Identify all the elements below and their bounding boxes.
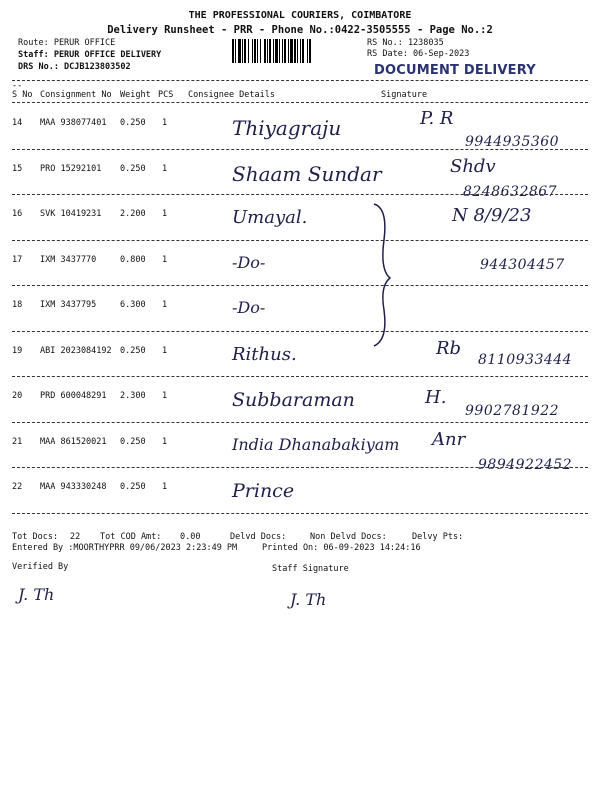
- divider-mark: --: [12, 81, 23, 91]
- row-signature: Rb: [436, 337, 462, 359]
- rs-date: RS Date: 06-Sep-2023: [367, 49, 470, 59]
- row-weight: 2.300: [120, 391, 146, 401]
- col-weight: Weight: [120, 90, 151, 100]
- row-consignee: Umayal.: [232, 207, 308, 228]
- row-pcs: 1: [162, 209, 168, 219]
- row-sno: 17: [12, 254, 23, 265]
- row-pcs: 1: [162, 391, 168, 401]
- row-divider: [12, 513, 588, 514]
- row-phone: 9902781922: [465, 403, 560, 419]
- row-weight: 0.250: [120, 436, 146, 447]
- row-consignee: -Do-: [232, 298, 266, 317]
- row-divider: [12, 467, 588, 468]
- row-signature: Anr: [432, 428, 466, 450]
- row-consignment-no: IXM 3437770: [40, 254, 97, 265]
- row-signature: P. R: [420, 108, 454, 129]
- company-title: THE PROFESSIONAL COURIERS, COIMBATORE: [188, 10, 412, 21]
- barcode-bar: [307, 39, 308, 63]
- barcode-bar: [232, 39, 234, 63]
- delvd-docs: Delvd Docs:: [230, 532, 287, 542]
- barcode-bar: [284, 39, 286, 63]
- row-phone: 8110933444: [478, 351, 573, 368]
- non-delvd-docs: Non Delvd Docs:: [310, 532, 387, 542]
- row-sno: 21: [12, 436, 23, 447]
- barcode-bar: [300, 39, 301, 63]
- tot-docs-label: Tot Docs:: [12, 532, 59, 542]
- row-divider: [12, 194, 588, 195]
- row-consignment-no: MAA 938077401: [40, 118, 107, 128]
- runsheet-subtitle: Delivery Runsheet - PRR - Phone No.:0422-3505555 - Page No.:2: [107, 24, 493, 36]
- row-signature: H.: [425, 387, 447, 408]
- col-sno: S No: [12, 90, 33, 100]
- barcode-bar: [264, 39, 266, 63]
- rs-number: RS No.: 1238035: [367, 38, 444, 48]
- row-sno: 19: [12, 345, 23, 356]
- barcode-bar: [275, 39, 278, 63]
- col-signature: Signature: [381, 90, 428, 100]
- barcode-bar: [242, 39, 243, 63]
- row-weight: 0.250: [120, 118, 146, 128]
- drs-number: DRS No.: DCJB123803502: [18, 62, 131, 72]
- row-divider: [12, 422, 588, 423]
- col-pcs: PCS: [158, 90, 174, 100]
- row-weight: 2.200: [120, 209, 146, 219]
- barcode-bar: [252, 39, 253, 63]
- barcode-bar: [290, 39, 293, 63]
- row-consignment-no: SVK 10419231: [40, 209, 102, 219]
- tot-cod-value: 0.00: [180, 532, 201, 542]
- entered-by: Entered By :MOORTHYPRR 09/06/2023 2:23:49 PM: [12, 543, 238, 553]
- row-sno: 16: [12, 209, 23, 219]
- row-consignee: Prince: [232, 480, 295, 502]
- row-pcs: 1: [162, 436, 168, 447]
- row-consignment-no: ABI 2023084192: [40, 345, 112, 356]
- tot-docs-value: 22: [70, 532, 81, 542]
- barcode-bar: [273, 39, 274, 63]
- barcode-bar: [238, 39, 241, 63]
- row-weight: 0.800: [120, 254, 146, 265]
- row-pcs: 1: [162, 345, 168, 356]
- row-pcs: 1: [162, 118, 168, 128]
- barcode-bar: [302, 39, 304, 63]
- row-consignment-no: PRO 15292101: [40, 163, 102, 174]
- row-weight: 0.250: [120, 345, 146, 356]
- row-divider: [12, 331, 588, 332]
- verified-signature: J. Th: [18, 585, 55, 604]
- staff-signature: J. Th: [290, 590, 327, 609]
- row-weight: 0.250: [120, 163, 146, 174]
- row-phone: 9894922452: [478, 456, 573, 473]
- barcode: [232, 39, 358, 63]
- barcode-bar: [235, 39, 236, 63]
- barcode-bar: [260, 39, 261, 63]
- route-label: Route: PERUR OFFICE: [18, 38, 116, 48]
- barcode-bar: [257, 39, 258, 63]
- row-pcs: 1: [162, 482, 168, 492]
- row-consignment-no: IXM 3437795: [40, 300, 97, 310]
- row-divider: [12, 376, 588, 377]
- barcode-bar: [269, 39, 271, 63]
- row-consignee: Rithus.: [232, 343, 297, 365]
- barcode-bar: [267, 39, 268, 63]
- row-consignment-no: MAA 943330248: [40, 482, 107, 492]
- staff-signature-label: Staff Signature: [272, 564, 349, 574]
- barcode-bar: [279, 39, 280, 63]
- row-consignment-no: PRD 600048291: [40, 391, 107, 401]
- barcode-bar: [309, 39, 311, 63]
- barcode-bar: [254, 39, 256, 63]
- row-consignee: Thiyagraju: [232, 116, 342, 140]
- row-weight: 0.250: [120, 482, 146, 492]
- row-signature: N 8/9/23: [452, 205, 532, 226]
- document-delivery-stamp: DOCUMENT DELIVERY: [374, 63, 536, 78]
- row-consignee: India Dhanabakiyam: [232, 434, 400, 454]
- row-consignee: Subbaraman: [232, 389, 355, 411]
- row-divider: [12, 240, 588, 241]
- row-pcs: 1: [162, 300, 168, 310]
- staff-label: Staff: PERUR OFFICE DELIVERY: [18, 50, 162, 60]
- divider: [12, 102, 588, 103]
- row-signature: Shdv: [450, 155, 496, 177]
- bracket-mark: [370, 200, 394, 350]
- row-consignment-no: MAA 861520021: [40, 436, 107, 447]
- barcode-bar: [297, 39, 298, 63]
- row-consignee: -Do-: [232, 252, 266, 272]
- row-consignee: Shaam Sundar: [232, 161, 382, 186]
- row-phone: 9944935360: [465, 134, 560, 150]
- row-pcs: 1: [162, 254, 168, 265]
- col-consignment: Consignment No: [40, 90, 112, 100]
- printed-on: Printed On: 06-09-2023 14:24:16: [262, 543, 421, 553]
- barcode-bar: [288, 39, 289, 63]
- row-pcs: 1: [162, 163, 168, 174]
- verified-by-label: Verified By: [12, 562, 69, 572]
- tot-cod-label: Tot COD Amt:: [100, 532, 162, 542]
- barcode-bar: [294, 39, 296, 63]
- delvy-pts: Delvy Pts:: [412, 532, 464, 542]
- row-weight: 6.300: [120, 300, 146, 310]
- barcode-bar: [248, 39, 249, 63]
- barcode-bar: [244, 39, 246, 63]
- row-sno: 18: [12, 300, 23, 310]
- row-divider: [12, 285, 588, 286]
- row-divider: [12, 149, 588, 150]
- row-phone: 8248632867: [463, 183, 558, 200]
- barcode-bar: [282, 39, 283, 63]
- divider: [12, 80, 588, 81]
- row-sno: 15: [12, 163, 23, 174]
- col-consignee: Consignee Details: [188, 90, 275, 100]
- row-sno: 14: [12, 118, 23, 128]
- row-sno: 20: [12, 391, 23, 401]
- row-phone: 944304457: [480, 256, 565, 273]
- row-sno: 22: [12, 482, 23, 492]
